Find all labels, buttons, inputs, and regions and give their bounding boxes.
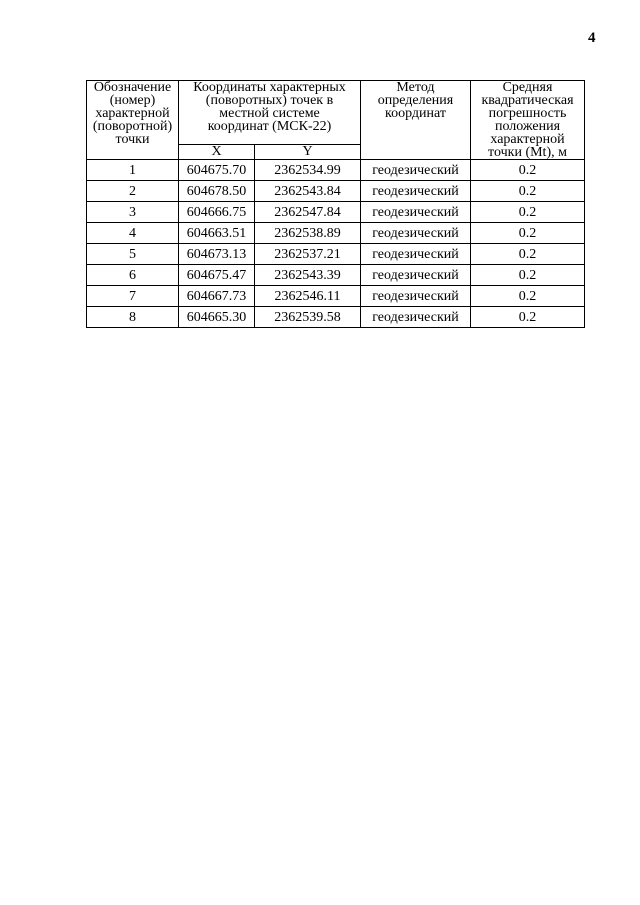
header-error-line: Средняя <box>502 80 553 95</box>
header-coordinates-line: Координаты характерных <box>193 80 346 95</box>
header-method <box>361 81 471 160</box>
cell-point: 7 <box>87 286 179 307</box>
cell-y: 2362543.39 <box>255 265 361 286</box>
cell-error: 0.2 <box>471 160 585 181</box>
header-coordinates <box>179 81 361 145</box>
header-error-line: точки (Mt), м <box>488 145 567 160</box>
cell-x: 604667.73 <box>179 286 255 307</box>
cell-point: 2 <box>87 181 179 202</box>
header-coordinates-line: (поворотных) точек в <box>205 93 334 108</box>
header-y: Y <box>255 145 361 160</box>
table-row <box>87 307 585 328</box>
coordinates-table <box>86 80 585 328</box>
cell-x: 604673.13 <box>179 244 255 265</box>
header-error-line: характерной <box>490 132 565 147</box>
table-row <box>87 244 585 265</box>
header-error-line: квадратическая <box>481 93 574 108</box>
header-method-line: Метод <box>396 80 435 95</box>
cell-method: геодезический <box>361 223 471 244</box>
cell-point: 1 <box>87 160 179 181</box>
header-x: X <box>179 145 255 160</box>
table-row <box>87 223 585 244</box>
cell-method: геодезический <box>361 202 471 223</box>
cell-method: геодезический <box>361 244 471 265</box>
cell-method: геодезический <box>361 286 471 307</box>
header-error-line: погрешность <box>488 106 567 121</box>
cell-x: 604663.51 <box>179 223 255 244</box>
header-error <box>471 81 585 160</box>
header-method-line: определения <box>377 93 454 108</box>
cell-point: 8 <box>87 307 179 328</box>
cell-point: 3 <box>87 202 179 223</box>
cell-method: геодезический <box>361 160 471 181</box>
table-row <box>87 286 585 307</box>
cell-y: 2362537.21 <box>255 244 361 265</box>
cell-method: геодезический <box>361 307 471 328</box>
cell-y: 2362547.84 <box>255 202 361 223</box>
header-point-id <box>87 81 179 160</box>
cell-error: 0.2 <box>471 181 585 202</box>
header-point-id-line: Обозначение <box>93 80 172 95</box>
cell-point: 4 <box>87 223 179 244</box>
cell-error: 0.2 <box>471 307 585 328</box>
header-method-line: координат <box>385 106 446 121</box>
cell-error: 0.2 <box>471 223 585 244</box>
cell-x: 604666.75 <box>179 202 255 223</box>
cell-y: 2362538.89 <box>255 223 361 244</box>
table-row <box>87 202 585 223</box>
cell-x: 604675.47 <box>179 265 255 286</box>
cell-y: 2362534.99 <box>255 160 361 181</box>
cell-y: 2362546.11 <box>255 286 361 307</box>
table-row <box>87 181 585 202</box>
cell-y: 2362539.58 <box>255 307 361 328</box>
header-point-id-line: (поворотной) <box>92 119 173 134</box>
table-row <box>87 265 585 286</box>
header-coordinates-line: координат (МСК-22) <box>207 119 332 134</box>
cell-error: 0.2 <box>471 265 585 286</box>
table-row <box>87 160 585 181</box>
header-error-line: положения <box>494 119 561 134</box>
cell-error: 0.2 <box>471 244 585 265</box>
page-number: 4 <box>588 30 596 46</box>
cell-x: 604675.70 <box>179 160 255 181</box>
cell-method: геодезический <box>361 265 471 286</box>
cell-method: геодезический <box>361 181 471 202</box>
cell-x: 604665.30 <box>179 307 255 328</box>
cell-y: 2362543.84 <box>255 181 361 202</box>
cell-x: 604678.50 <box>179 181 255 202</box>
header-point-id-line: характерной <box>95 106 170 121</box>
header-point-id-line: точки <box>115 132 150 147</box>
cell-error: 0.2 <box>471 286 585 307</box>
header-point-id-line: (номер) <box>109 93 156 108</box>
cell-point: 5 <box>87 244 179 265</box>
cell-error: 0.2 <box>471 202 585 223</box>
cell-point: 6 <box>87 265 179 286</box>
header-coordinates-line: местной системе <box>219 106 320 121</box>
